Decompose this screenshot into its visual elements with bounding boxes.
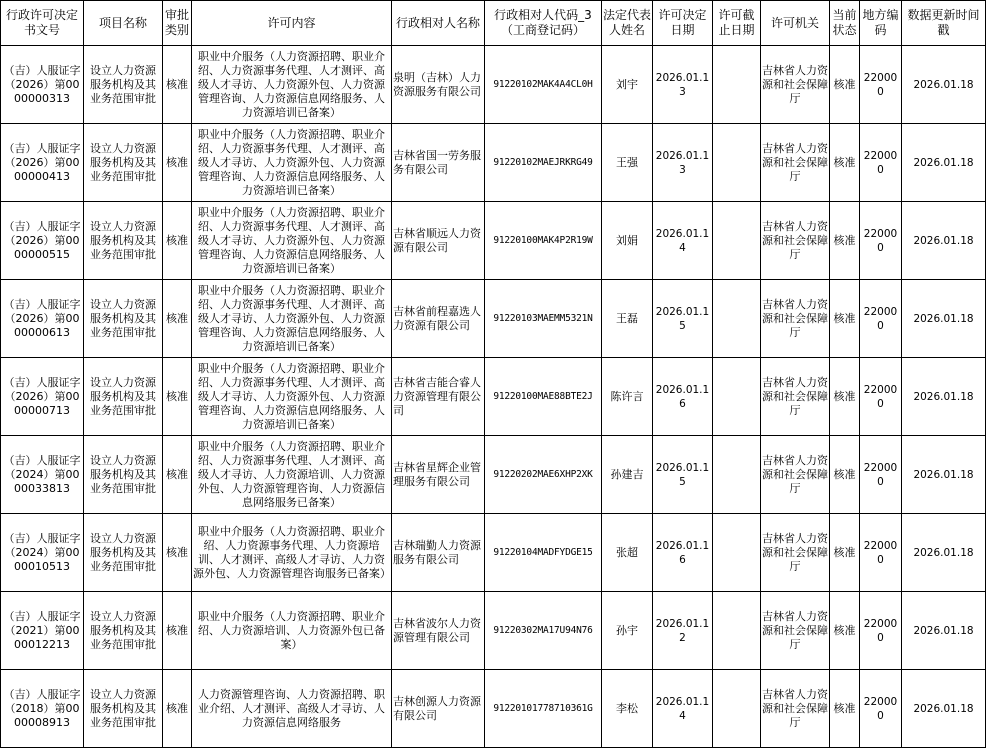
cell-authority: 吉林省人力资源和社会保障厅 bbox=[761, 358, 830, 436]
cell-region-code: 220000 bbox=[860, 592, 902, 670]
cell-decision-date: 2026.01.16 bbox=[653, 358, 713, 436]
table-row bbox=[1, 46, 986, 124]
header-updated: 数据更新时间戳 bbox=[902, 1, 986, 46]
cell-legal-rep: 孙宇 bbox=[602, 592, 653, 670]
header-status: 当前状态 bbox=[830, 1, 860, 46]
cell-holder: 泉明（吉林）人力资源服务有限公司 bbox=[392, 46, 485, 124]
cell-project: 设立人力资源服务机构及其业务范围审批 bbox=[84, 592, 163, 670]
table-row bbox=[1, 670, 986, 748]
cell-category: 核准 bbox=[163, 46, 192, 124]
cell-decision-date: 2026.01.16 bbox=[653, 514, 713, 592]
cell-status: 核准 bbox=[830, 358, 860, 436]
cell-expiry-date bbox=[713, 670, 761, 748]
cell-authority: 吉林省人力资源和社会保障厅 bbox=[761, 124, 830, 202]
cell-authority: 吉林省人力资源和社会保障厅 bbox=[761, 670, 830, 748]
cell-content: 职业中介服务（人力资源招聘、职业介绍、人力资源事务代理、人才测评、高级人才寻访、人力资源外包、人力资源管理咨询、人力资源信息网络服务、人力资源培训已备案） bbox=[192, 124, 392, 202]
cell-code: 91220103MAEMM5321N bbox=[485, 280, 602, 358]
cell-project: 设立人力资源服务机构及其业务范围审批 bbox=[84, 514, 163, 592]
header-decision-date: 许可决定日期 bbox=[653, 1, 713, 46]
cell-code: 91220100MAE88BTE2J bbox=[485, 358, 602, 436]
header-holder: 行政相对人名称 bbox=[392, 1, 485, 46]
cell-doc-no: （吉）人服证字（2026）第0000000613 bbox=[1, 280, 84, 358]
cell-holder: 吉林省前程嘉选人力资源有限公司 bbox=[392, 280, 485, 358]
header-row bbox=[1, 1, 986, 46]
cell-expiry-date bbox=[713, 592, 761, 670]
cell-project: 设立人力资源服务机构及其业务范围审批 bbox=[84, 670, 163, 748]
cell-status: 核准 bbox=[830, 202, 860, 280]
table-row bbox=[1, 280, 986, 358]
header-doc-no: 行政许可决定书文号 bbox=[1, 1, 84, 46]
cell-project: 设立人力资源服务机构及其业务范围审批 bbox=[84, 358, 163, 436]
table-row bbox=[1, 436, 986, 514]
header-project: 项目名称 bbox=[84, 1, 163, 46]
cell-expiry-date bbox=[713, 124, 761, 202]
cell-legal-rep: 刘宇 bbox=[602, 46, 653, 124]
cell-updated: 2026.01.18 bbox=[902, 46, 986, 124]
cell-legal-rep: 张超 bbox=[602, 514, 653, 592]
cell-doc-no: （吉）人服证字（2024）第0000010513 bbox=[1, 514, 84, 592]
cell-code: 91220100MAK4P2R19W bbox=[485, 202, 602, 280]
cell-content: 职业中介服务（人力资源招聘、职业介绍、人力资源事务代理、人才测评、高级人才寻访、人力资源外包、人力资源管理咨询、人力资源信息网络服务、人力资源培训已备案） bbox=[192, 46, 392, 124]
cell-project: 设立人力资源服务机构及其业务范围审批 bbox=[84, 280, 163, 358]
cell-doc-no: （吉）人服证字（2018）第0000008913 bbox=[1, 670, 84, 748]
cell-status: 核准 bbox=[830, 514, 860, 592]
cell-content: 职业中介服务（人力资源招聘、职业介绍、人力资源事务代理、人才测评、高级人才寻访、人力资源培训、人力资源外包、人力资源管理咨询、人力资源信息网络服务已备案） bbox=[192, 436, 392, 514]
cell-region-code: 220000 bbox=[860, 280, 902, 358]
cell-category: 核准 bbox=[163, 280, 192, 358]
cell-authority: 吉林省人力资源和社会保障厅 bbox=[761, 436, 830, 514]
cell-authority: 吉林省人力资源和社会保障厅 bbox=[761, 46, 830, 124]
cell-holder: 吉林省顺远人力资源有限公司 bbox=[392, 202, 485, 280]
cell-holder: 吉林省波尔人力资源管理有限公司 bbox=[392, 592, 485, 670]
cell-project: 设立人力资源服务机构及其业务范围审批 bbox=[84, 124, 163, 202]
table-row bbox=[1, 358, 986, 436]
cell-status: 核准 bbox=[830, 124, 860, 202]
cell-content: 职业中介服务（人力资源招聘、职业介绍、人力资源培训、人力资源外包已备案） bbox=[192, 592, 392, 670]
cell-expiry-date bbox=[713, 280, 761, 358]
cell-updated: 2026.01.18 bbox=[902, 358, 986, 436]
cell-doc-no: （吉）人服证字（2026）第0000000713 bbox=[1, 358, 84, 436]
cell-code: 91220102MAK4A4CL0H bbox=[485, 46, 602, 124]
cell-expiry-date bbox=[713, 514, 761, 592]
cell-region-code: 220000 bbox=[860, 436, 902, 514]
cell-region-code: 220000 bbox=[860, 670, 902, 748]
cell-project: 设立人力资源服务机构及其业务范围审批 bbox=[84, 46, 163, 124]
table-row bbox=[1, 592, 986, 670]
cell-region-code: 220000 bbox=[860, 358, 902, 436]
cell-legal-rep: 李松 bbox=[602, 670, 653, 748]
cell-updated: 2026.01.18 bbox=[902, 280, 986, 358]
cell-doc-no: （吉）人服证字（2021）第0000012213 bbox=[1, 592, 84, 670]
cell-project: 设立人力资源服务机构及其业务范围审批 bbox=[84, 436, 163, 514]
cell-code: 91220101778710361G bbox=[485, 670, 602, 748]
cell-category: 核准 bbox=[163, 358, 192, 436]
cell-updated: 2026.01.18 bbox=[902, 436, 986, 514]
cell-region-code: 220000 bbox=[860, 202, 902, 280]
cell-authority: 吉林省人力资源和社会保障厅 bbox=[761, 514, 830, 592]
cell-legal-rep: 刘娟 bbox=[602, 202, 653, 280]
cell-legal-rep: 王磊 bbox=[602, 280, 653, 358]
cell-decision-date: 2026.01.13 bbox=[653, 124, 713, 202]
cell-content: 职业中介服务（人力资源招聘、职业介绍、人力资源事务代理、人力资源培训、人才测评、高级人才寻访、人力资源外包、人力资源管理咨询服务已备案） bbox=[192, 514, 392, 592]
header-region-code: 地方编码 bbox=[860, 1, 902, 46]
cell-updated: 2026.01.18 bbox=[902, 124, 986, 202]
header-code: 行政相对人代码_3（工商登记码） bbox=[485, 1, 602, 46]
cell-status: 核准 bbox=[830, 670, 860, 748]
cell-expiry-date bbox=[713, 46, 761, 124]
cell-category: 核准 bbox=[163, 436, 192, 514]
cell-doc-no: （吉）人服证字（2026）第0000000413 bbox=[1, 124, 84, 202]
cell-content: 职业中介服务（人力资源招聘、职业介绍、人力资源事务代理、人才测评、高级人才寻访、人力资源外包、人力资源管理咨询、人力资源信息网络服务、人力资源培训已备案） bbox=[192, 202, 392, 280]
cell-expiry-date bbox=[713, 436, 761, 514]
cell-content: 职业中介服务（人力资源招聘、职业介绍、人力资源事务代理、人才测评、高级人才寻访、人力资源外包、人力资源管理咨询、人力资源信息网络服务、人力资源培训已备案） bbox=[192, 358, 392, 436]
cell-status: 核准 bbox=[830, 280, 860, 358]
cell-region-code: 220000 bbox=[860, 514, 902, 592]
cell-region-code: 220000 bbox=[860, 46, 902, 124]
table-row bbox=[1, 124, 986, 202]
cell-decision-date: 2026.01.14 bbox=[653, 670, 713, 748]
cell-legal-rep: 陈许言 bbox=[602, 358, 653, 436]
cell-holder: 吉林省国一劳务服务有限公司 bbox=[392, 124, 485, 202]
header-authority: 许可机关 bbox=[761, 1, 830, 46]
cell-updated: 2026.01.18 bbox=[902, 514, 986, 592]
cell-code: 91220202MAE6XHP2XK bbox=[485, 436, 602, 514]
cell-holder: 吉林创源人力资源有限公司 bbox=[392, 670, 485, 748]
cell-category: 核准 bbox=[163, 202, 192, 280]
cell-legal-rep: 孙建吉 bbox=[602, 436, 653, 514]
cell-decision-date: 2026.01.12 bbox=[653, 592, 713, 670]
cell-project: 设立人力资源服务机构及其业务范围审批 bbox=[84, 202, 163, 280]
cell-decision-date: 2026.01.15 bbox=[653, 280, 713, 358]
header-legal-rep: 法定代表人姓名 bbox=[602, 1, 653, 46]
cell-content: 人力资源管理咨询、人力资源招聘、职业介绍、人才测评、高级人才寻访、人力资源信息网络服务 bbox=[192, 670, 392, 748]
cell-code: 91220104MADFYDGE15 bbox=[485, 514, 602, 592]
table-row bbox=[1, 202, 986, 280]
cell-doc-no: （吉）人服证字（2024）第0000033813 bbox=[1, 436, 84, 514]
cell-status: 核准 bbox=[830, 436, 860, 514]
cell-holder: 吉林省星辉企业管理服务有限公司 bbox=[392, 436, 485, 514]
cell-content: 职业中介服务（人力资源招聘、职业介绍、人力资源事务代理、人才测评、高级人才寻访、人力资源外包、人力资源管理咨询、人力资源信息网络服务、人力资源培训已备案） bbox=[192, 280, 392, 358]
cell-legal-rep: 王强 bbox=[602, 124, 653, 202]
cell-status: 核准 bbox=[830, 46, 860, 124]
cell-code: 91220102MAEJRKRG49 bbox=[485, 124, 602, 202]
cell-doc-no: （吉）人服证字（2026）第0000000313 bbox=[1, 46, 84, 124]
cell-updated: 2026.01.18 bbox=[902, 202, 986, 280]
cell-category: 核准 bbox=[163, 124, 192, 202]
cell-expiry-date bbox=[713, 358, 761, 436]
table-row bbox=[1, 514, 986, 592]
cell-decision-date: 2026.01.13 bbox=[653, 46, 713, 124]
cell-updated: 2026.01.18 bbox=[902, 592, 986, 670]
cell-status: 核准 bbox=[830, 592, 860, 670]
cell-holder: 吉林瑞勤人力资源服务有限公司 bbox=[392, 514, 485, 592]
header-expiry-date: 许可截止日期 bbox=[713, 1, 761, 46]
header-content: 许可内容 bbox=[192, 1, 392, 46]
cell-category: 核准 bbox=[163, 514, 192, 592]
cell-authority: 吉林省人力资源和社会保障厅 bbox=[761, 202, 830, 280]
header-category: 审批类别 bbox=[163, 1, 192, 46]
cell-decision-date: 2026.01.14 bbox=[653, 202, 713, 280]
cell-updated: 2026.01.18 bbox=[902, 670, 986, 748]
cell-authority: 吉林省人力资源和社会保障厅 bbox=[761, 592, 830, 670]
cell-decision-date: 2026.01.15 bbox=[653, 436, 713, 514]
cell-code: 91220302MA17U94N76 bbox=[485, 592, 602, 670]
cell-authority: 吉林省人力资源和社会保障厅 bbox=[761, 280, 830, 358]
cell-category: 核准 bbox=[163, 592, 192, 670]
cell-category: 核准 bbox=[163, 670, 192, 748]
cell-region-code: 220000 bbox=[860, 124, 902, 202]
cell-doc-no: （吉）人服证字（2026）第0000000515 bbox=[1, 202, 84, 280]
cell-holder: 吉林省吉能合睿人力资源管理有限公司 bbox=[392, 358, 485, 436]
cell-expiry-date bbox=[713, 202, 761, 280]
